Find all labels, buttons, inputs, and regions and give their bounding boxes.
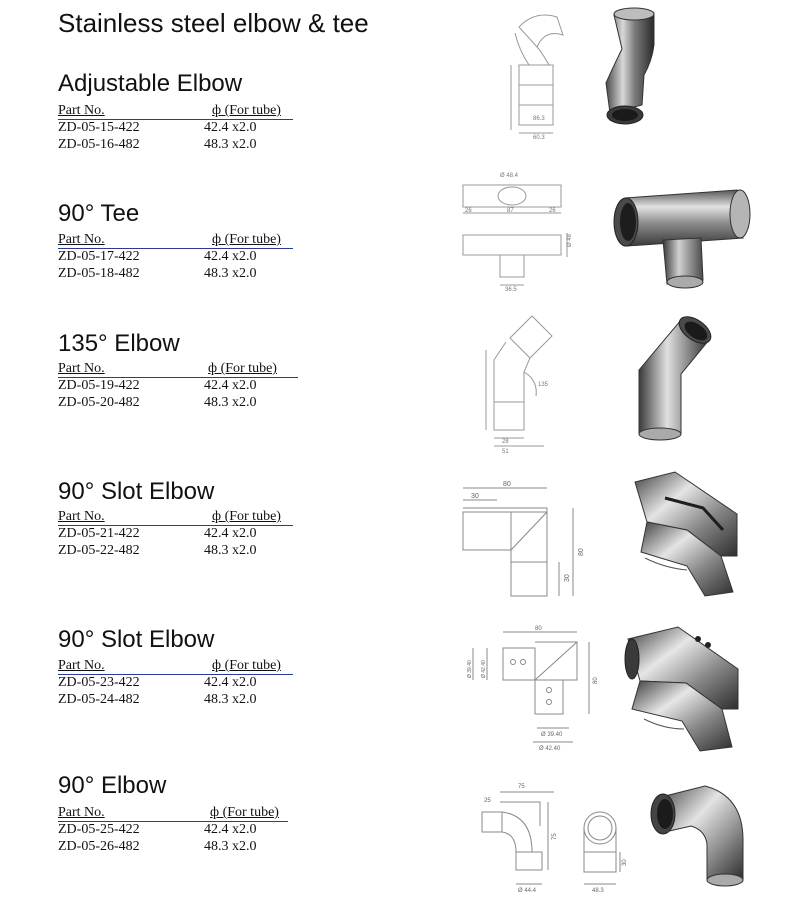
- dimension-label: Ø 39.40: [541, 732, 563, 738]
- dimension-label: 36.5: [505, 287, 517, 293]
- dimension-label: Ø 42.40: [481, 660, 487, 678]
- tube-cell: 42.4 x2.0: [204, 378, 257, 393]
- part-no-header: Part No.: [58, 232, 105, 247]
- tube-header: ф (For tube): [212, 232, 281, 247]
- tube-cell: 42.4 x2.0: [204, 822, 257, 837]
- dimension-label: 60.3: [533, 135, 545, 140]
- section-title: Adjustable Elbow: [58, 70, 243, 97]
- part-no-cell: ZD-05-19-422: [58, 378, 140, 393]
- part-no-header: Part No.: [58, 103, 105, 118]
- dimension-label: 80: [503, 481, 511, 488]
- part-no-cell: ZD-05-23-422: [58, 675, 140, 690]
- tube-cell: 48.3 x2.0: [204, 543, 257, 558]
- dimension-label: 26: [465, 208, 472, 214]
- part-no-cell: ZD-05-26-482: [58, 839, 140, 854]
- dimension-label: 80: [593, 677, 599, 684]
- part-no-header: Part No.: [58, 805, 105, 820]
- tube-cell: 42.4 x2.0: [204, 249, 257, 264]
- dimension-label: 80: [535, 626, 542, 632]
- dimension-label: 26: [549, 208, 556, 214]
- part-no-cell: ZD-05-16-482: [58, 137, 140, 152]
- part-no-header: Part No.: [58, 509, 105, 524]
- tube-cell: 42.4 x2.0: [204, 675, 257, 690]
- dimension-label: 30: [622, 859, 628, 866]
- page-title: Stainless steel elbow & tee: [58, 8, 369, 38]
- tube-cell: 48.3 x2.0: [204, 137, 257, 152]
- part-no-cell: ZD-05-25-422: [58, 822, 140, 837]
- dimension-label: Ø 42.40: [539, 746, 561, 752]
- tube-header: ф (For tube): [212, 509, 281, 524]
- 90-elbow-drawing: [470, 776, 630, 894]
- dimension-label: Ø 48: [567, 233, 573, 247]
- dimension-label: Ø 39.40: [467, 660, 473, 678]
- 90-elbow-photo: [645, 780, 755, 890]
- section-title: 90° Slot Elbow: [58, 626, 215, 653]
- dimension-label: 30: [564, 574, 571, 582]
- tube-cell: 48.3 x2.0: [204, 266, 257, 281]
- part-no-cell: ZD-05-20-482: [58, 395, 140, 410]
- dimension-label: 75: [552, 833, 558, 840]
- dimension-label: 87: [507, 208, 514, 214]
- tube-cell: 42.4 x2.0: [204, 120, 257, 135]
- dimension-label: 28: [502, 439, 509, 445]
- tube-cell: 48.3 x2.0: [204, 839, 257, 854]
- tube-cell: 42.4 x2.0: [204, 526, 257, 541]
- part-no-cell: ZD-05-18-482: [58, 266, 140, 281]
- dimension-label: 86.3: [533, 116, 545, 122]
- part-no-header: Part No.: [58, 361, 105, 376]
- section-title: 90° Slot Elbow: [58, 478, 215, 505]
- tube-cell: 48.3 x2.0: [204, 395, 257, 410]
- dimension-label: Ø 48.4: [500, 173, 519, 179]
- dimension-label: 25: [484, 798, 491, 804]
- part-no-cell: ZD-05-21-422: [58, 526, 140, 541]
- part-no-cell: ZD-05-15-422: [58, 120, 140, 135]
- section-title: 90° Tee: [58, 200, 140, 227]
- part-no-cell: ZD-05-24-482: [58, 692, 140, 707]
- tube-header: ф (For tube): [210, 805, 279, 820]
- tube-header: ф (For tube): [208, 361, 277, 376]
- dimension-label: 135: [538, 382, 549, 388]
- dimension-label: 30: [471, 493, 479, 500]
- dimension-label: 48.3: [592, 888, 604, 894]
- tube-header: ф (For tube): [212, 103, 281, 118]
- section-title: 90° Elbow: [58, 772, 167, 799]
- part-no-cell: ZD-05-22-482: [58, 543, 140, 558]
- dimension-label: Ø 44.4: [518, 888, 537, 894]
- part-no-header: Part No.: [58, 658, 105, 673]
- dimension-label: 80: [578, 548, 585, 556]
- tube-cell: 48.3 x2.0: [204, 692, 257, 707]
- section-title: 135° Elbow: [58, 330, 180, 357]
- dimension-label: 75: [518, 784, 525, 790]
- part-no-cell: ZD-05-17-422: [58, 249, 140, 264]
- dimension-label: 51: [502, 449, 509, 455]
- tube-header: ф (For tube): [212, 658, 281, 673]
